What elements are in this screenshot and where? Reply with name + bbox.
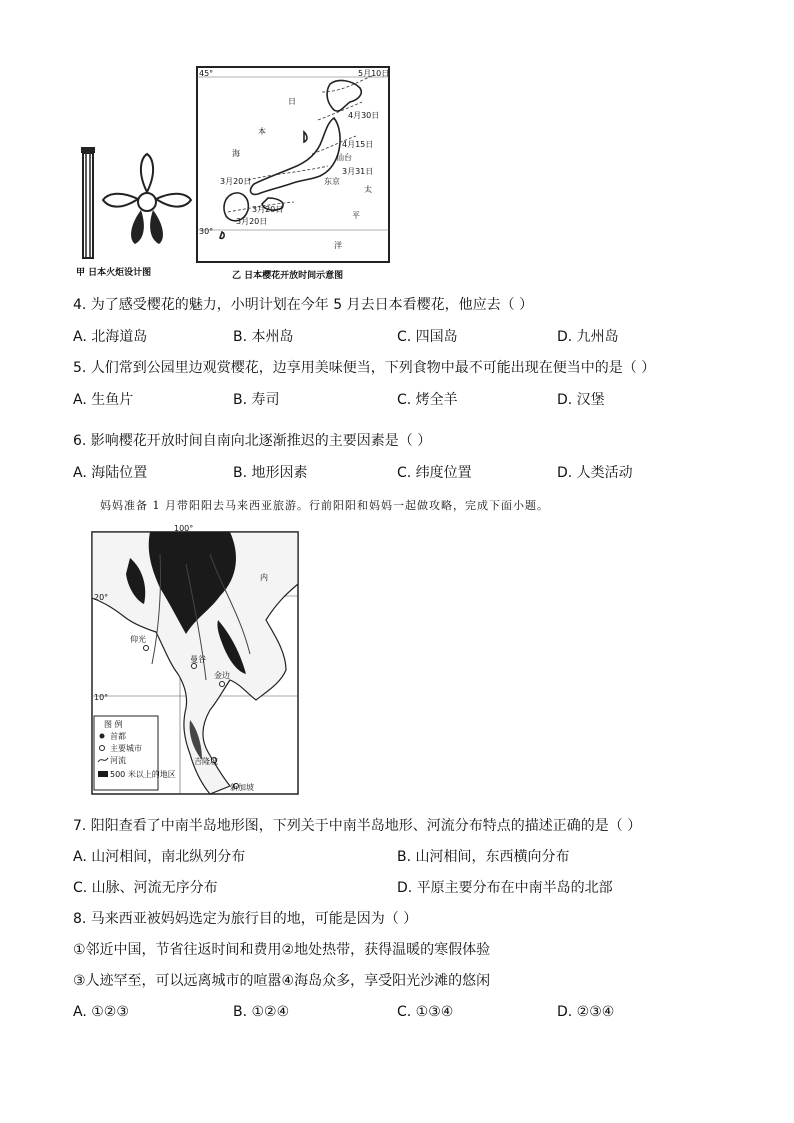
lat-30-label: 30° — [199, 227, 214, 236]
q5-option-c[interactable]: C. 烤全羊 — [397, 392, 458, 408]
date-label: 4月30日 — [348, 111, 380, 120]
lat-10-label: 10° — [94, 693, 109, 702]
q7-option-c[interactable]: C. 山脉、河流无序分布 — [73, 880, 218, 896]
legend-title: 图 例 — [104, 720, 123, 729]
city-label: 仰光 — [130, 635, 146, 644]
date-label: 3月31日 — [342, 167, 374, 176]
q8-option-a[interactable]: A. ①②③ — [73, 1004, 129, 1020]
q6-option-a[interactable]: A. 海陆位置 — [73, 465, 148, 481]
lon-100-label: 100° — [174, 524, 194, 533]
q7-option-a[interactable]: A. 山河相间，南北纵列分布 — [73, 849, 246, 865]
q5-option-b[interactable]: B. 寿司 — [233, 392, 280, 408]
place-label: 平 — [352, 211, 360, 220]
legend-item: 河流 — [110, 756, 126, 765]
map-caption: 乙 日本樱花开放时间示意图 — [232, 271, 344, 281]
q4-option-a[interactable]: A. 北海道岛 — [73, 329, 148, 345]
q6-option-d[interactable]: D. 人类活动 — [557, 465, 633, 481]
indochina-figure — [90, 524, 302, 796]
lat-20-label: 20° — [94, 593, 109, 602]
city-label: 金边 — [214, 671, 230, 680]
q8-statement-line-2: ③人迹罕至，可以远离城市的喧嚣④海岛众多，享受阳光沙滩的悠闲 — [73, 973, 491, 989]
q8-option-d[interactable]: D. ②③④ — [557, 1004, 615, 1020]
q6-stem: 6. 影响樱花开放时间自南向北逐渐推迟的主要因素是（ ） — [73, 433, 432, 449]
q4-option-b[interactable]: B. 本州岛 — [233, 329, 294, 345]
q5-stem: 5. 人们常到公园里边观赏樱花，边享用美味便当，下列食物中最不可能出现在便当中的是（ ） — [73, 360, 656, 376]
cherry-blossom-emblem-icon — [103, 154, 191, 244]
date-label: 4月15日 — [342, 140, 374, 149]
date-label: 3月20日 — [220, 177, 252, 186]
legend-item: 500 米以上的地区 — [110, 770, 176, 779]
city-label: 曼谷 — [190, 655, 206, 664]
torch-icon — [81, 147, 95, 258]
lat-45-label: 45° — [199, 69, 214, 78]
q4-stem: 4. 为了感受樱花的魅力，小明计划在今年 5 月去日本看樱花，他应去（ ） — [73, 297, 534, 313]
japan-figure-svg — [72, 62, 402, 282]
place-label: 仙台 — [336, 153, 352, 162]
q8-option-b[interactable]: B. ①②④ — [233, 1004, 290, 1020]
q7-stem: 7. 阳阳查看了中南半岛地形图，下列关于中南半岛地形、河流分布特点的描述正确的是（ ） — [73, 818, 642, 834]
scenario-intro: 妈妈准备 1 月带阳阳去马来西亚旅游。行前阳阳和妈妈一起做攻略，完成下面小题。 — [100, 499, 549, 512]
q4-option-c[interactable]: C. 四国岛 — [397, 329, 458, 345]
q7-option-b[interactable]: B. 山河相间，东西横向分布 — [397, 849, 570, 865]
indochina-map-svg — [90, 524, 302, 796]
legend-item: 首都 — [110, 732, 126, 741]
place-label: 太 — [364, 185, 372, 194]
q8-option-c[interactable]: C. ①③④ — [397, 1004, 454, 1020]
place-label: 内 — [260, 573, 268, 582]
city-label: 新加坡 — [230, 783, 254, 792]
place-label: 海 — [232, 149, 240, 158]
legend-item: 主要城市 — [110, 744, 142, 753]
q6-option-c[interactable]: C. 纬度位置 — [397, 465, 472, 481]
date-label: 3月20日 — [236, 217, 268, 226]
q8-stem: 8. 马来西亚被妈妈选定为旅行目的地，可能是因为（ ） — [73, 911, 418, 927]
place-label: 日 — [288, 97, 296, 106]
q8-statement-line-1: ①邻近中国，节省往返时间和费用②地处热带，获得温暖的寒假体验 — [73, 942, 491, 958]
place-label: 洋 — [334, 241, 342, 250]
q5-option-d[interactable]: D. 汉堡 — [557, 392, 605, 408]
japan-figure — [72, 62, 402, 282]
torch-caption: 甲 日本火炬设计图 — [76, 268, 152, 278]
date-label: 5月10日 — [358, 69, 390, 78]
place-label: 本 — [258, 127, 266, 136]
city-label: 吉隆坡 — [194, 757, 218, 766]
q6-option-b[interactable]: B. 地形因素 — [233, 465, 308, 481]
date-label: 3月20日 — [252, 205, 284, 214]
place-label: 东京 — [324, 177, 340, 186]
q4-option-d[interactable]: D. 九州岛 — [557, 329, 619, 345]
q7-option-d[interactable]: D. 平原主要分布在中南半岛的北部 — [397, 880, 613, 896]
q5-option-a[interactable]: A. 生鱼片 — [73, 392, 134, 408]
